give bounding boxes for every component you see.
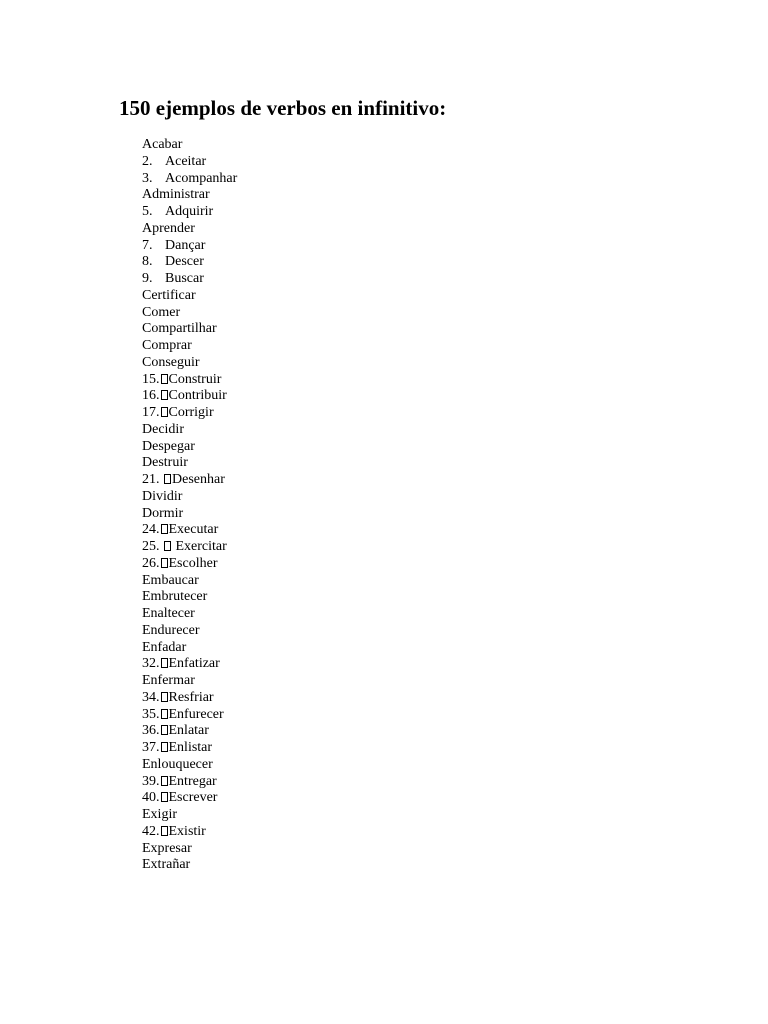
missing-glyph-icon (161, 692, 168, 702)
list-item-text: Enfermar (142, 673, 195, 688)
list-item-text: Endurecer (142, 622, 200, 638)
missing-glyph-icon (161, 374, 168, 384)
list-item-text: Entregar (168, 773, 217, 789)
list-item-text: Administrar (142, 187, 210, 203)
list-item (142, 673, 237, 690)
list-item (142, 187, 237, 204)
list-item (142, 824, 237, 841)
list-item-text: Existir (168, 823, 206, 839)
list-item (142, 723, 237, 740)
list-item (142, 589, 237, 606)
list-item-text: Construir (168, 371, 222, 387)
missing-glyph-icon (164, 474, 171, 484)
list-item-text: Extrañar (142, 857, 191, 873)
list-item-number: 25. (142, 539, 160, 554)
list-item-number: 16. (142, 388, 160, 404)
missing-glyph-icon (164, 541, 171, 551)
list-item (142, 757, 237, 774)
list-item (142, 254, 237, 271)
list-item-number: 40. (142, 790, 160, 806)
list-item (142, 774, 237, 791)
list-item-number: 8. (142, 254, 153, 270)
missing-glyph-icon (161, 725, 168, 735)
list-item (142, 221, 237, 238)
list-item-number: 17. (142, 405, 160, 420)
list-item-text: Executar (168, 522, 219, 538)
list-item-number: 32. (142, 656, 160, 672)
list-item (142, 656, 237, 673)
list-item (142, 238, 237, 255)
list-item-text: Desenhar (172, 472, 225, 487)
list-item-text: Enaltecer (142, 606, 195, 621)
list-item (142, 556, 237, 573)
missing-glyph-icon (161, 407, 168, 417)
verb-list (142, 137, 237, 874)
list-item-text: Enfatizar (168, 656, 220, 672)
missing-glyph-icon (161, 742, 168, 752)
missing-glyph-icon (161, 658, 168, 668)
list-item-text: Acabar (142, 137, 183, 152)
list-item-text: Dançar (165, 237, 206, 253)
list-item (142, 321, 237, 338)
list-item (142, 372, 237, 389)
list-item (142, 506, 237, 523)
list-item-number: 7. (142, 237, 153, 253)
list-item (142, 690, 237, 707)
list-item (142, 338, 237, 355)
list-item (142, 522, 237, 539)
list-item (142, 707, 237, 724)
list-item (142, 204, 237, 221)
list-item-text: Despegar (142, 438, 195, 454)
list-item (142, 439, 237, 456)
list-item (142, 137, 237, 154)
list-item-text: Embaucar (142, 572, 199, 588)
list-item (142, 171, 237, 188)
missing-glyph-icon (161, 390, 168, 400)
list-item-number: 42. (142, 823, 160, 839)
list-item-text: Comer (142, 304, 181, 320)
list-item-number: 3. (142, 170, 153, 186)
list-item (142, 405, 237, 422)
list-item-text: Escrever (168, 790, 218, 806)
list-item-number: 35. (142, 706, 160, 722)
list-item-text: Corrigir (168, 405, 214, 420)
list-item-text: Enfurecer (168, 706, 224, 722)
list-item (142, 288, 237, 305)
list-item (142, 388, 237, 405)
list-item (142, 640, 237, 657)
list-item (142, 606, 237, 623)
list-item-text: Dividir (142, 488, 183, 504)
list-item-number: 26. (142, 555, 160, 571)
list-item (142, 355, 237, 372)
list-item-text: Acompanhar (165, 170, 238, 186)
list-item-text: Exigir (142, 807, 177, 822)
list-item-text: Resfriar (168, 689, 214, 705)
missing-glyph-icon (161, 792, 168, 802)
list-item-text: Comprar (142, 338, 192, 353)
list-item (142, 841, 237, 858)
list-item-text: Adquirir (165, 204, 214, 219)
missing-glyph-icon (161, 709, 168, 719)
list-item-number: 39. (142, 773, 160, 789)
list-item-number: 2. (142, 153, 153, 169)
list-item (142, 455, 237, 472)
list-item-number: 9. (142, 271, 153, 286)
list-item-number: 34. (142, 689, 160, 705)
list-item-text: Certificar (142, 287, 196, 303)
list-item-number: 21. (142, 472, 160, 487)
list-item-text: Conseguir (142, 354, 200, 370)
list-item-text: Exercitar (175, 539, 227, 554)
list-item (142, 623, 237, 640)
list-item-number: 15. (142, 371, 160, 387)
list-item-number: 5. (142, 204, 153, 219)
list-item-text: Escolher (168, 555, 218, 571)
list-item (142, 271, 237, 288)
list-item (142, 790, 237, 807)
list-item-text: Aceitar (165, 153, 207, 169)
list-item-text: Expresar (142, 840, 192, 856)
list-item-text: Enfadar (142, 639, 187, 655)
list-item-text: Enlistar (168, 740, 213, 755)
list-item-number: 36. (142, 723, 160, 739)
list-item (142, 305, 237, 322)
list-item-number: 24. (142, 522, 160, 538)
list-item (142, 154, 237, 171)
list-item-text: Decidir (142, 421, 184, 437)
list-item (142, 489, 237, 506)
list-item-text: Buscar (165, 271, 204, 286)
list-item-text: Destruir (142, 455, 188, 471)
missing-glyph-icon (161, 524, 168, 534)
missing-glyph-icon (161, 776, 168, 786)
list-item-text: Enlatar (168, 723, 209, 739)
list-item-text: Dormir (142, 505, 184, 521)
list-item-text: Descer (165, 254, 204, 270)
list-item-text: Embrutecer (142, 589, 208, 605)
missing-glyph-icon (161, 826, 168, 836)
list-item (142, 422, 237, 439)
list-item-text: Contribuir (168, 388, 227, 404)
list-item (142, 539, 237, 556)
list-item (142, 807, 237, 824)
list-item-text: Compartilhar (142, 321, 217, 337)
list-item (142, 573, 237, 590)
missing-glyph-icon (161, 558, 168, 568)
list-item-text: Aprender (142, 220, 195, 236)
list-item-number: 37. (142, 740, 160, 755)
list-item (142, 472, 237, 489)
list-item-text: Enlouquecer (142, 756, 213, 772)
list-item (142, 740, 237, 757)
page-title: 150 ejemplos de verbos en infinitivo: (119, 96, 447, 120)
list-item (142, 857, 237, 874)
